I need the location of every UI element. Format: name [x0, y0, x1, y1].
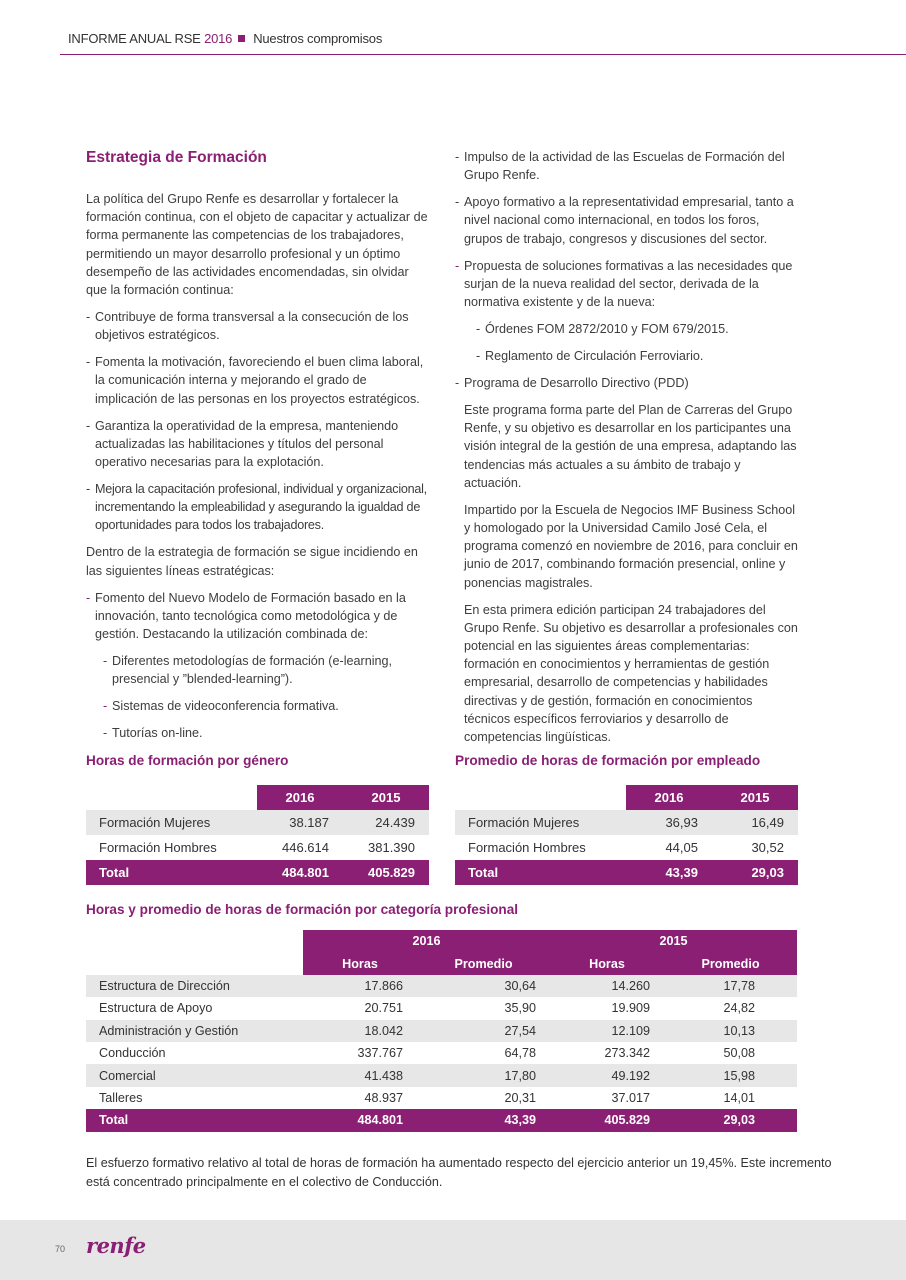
table-row: Formación Hombres 446.614 381.390 [99, 840, 415, 855]
total-row: Total 484.801 43,39 405.829 29,03 [86, 1109, 797, 1131]
sub-list-item: - Sistemas de videoconferencia formativa. [103, 699, 339, 714]
hours-by-category-table [86, 930, 797, 1132]
total-row: Total 43,39 29,03 [455, 860, 798, 885]
section-title: Estrategia de Formación [86, 149, 267, 166]
list-item: - Garantiza la operatividad de la empresa, manteniendo actualizadas las habilitaciones y títulos del personal operativo necesarias para la explotación. [86, 418, 399, 470]
page-footer [0, 1220, 906, 1280]
year-header: 2016 [303, 930, 550, 952]
list-item: - Contribuye de forma transversal a la consecución de los objetivos estratégicos. [86, 310, 409, 343]
header-rule [60, 54, 906, 55]
running-header [68, 31, 906, 46]
sub-list-item: - Tutorías on-line. [103, 726, 203, 741]
list-item: - Fomento del Nuevo Modelo de Formación basado en la innovación, tanto tecnológica como metodológica y de gestión. Destacando la utilización combinada de: [86, 590, 406, 642]
col-header: Promedio [417, 952, 550, 974]
list-item: - Programa de Desarrollo Directivo (PDD) [455, 376, 689, 391]
sub-list-item: - Diferentes metodologías de formación (e-learning, presencial y ”blended-learning”). [103, 654, 393, 687]
average-hours-table [455, 785, 798, 885]
col-header: Horas [550, 952, 664, 974]
square-bullet-icon [238, 35, 245, 42]
pdd-paragraph: En esta primera edición participan 24 trabajadores del Grupo Renfe. Su objetivo es desarrollar a profesionales con potencial en las siguientes áreas complementarias: formación en conocimientos y herramientas de gestión empresarial, desarrollo de competencias y habilidades directivas y de gestión, formación en conocimientos técnicos específicos ferroviarios y desarrollo de competencias lingüísticas. [464, 602, 798, 745]
table-row: Formación Mujeres 38.187 24.439 [86, 810, 429, 835]
table-row: Talleres 48.937 20,31 37.017 14,01 [99, 1090, 755, 1105]
lines-intro: Dentro de la estrategia de formación se sigue incidiendo en las siguientes líneas estratégicas: [86, 545, 418, 578]
right-column [455, 148, 801, 755]
col-header: Promedio [664, 952, 797, 974]
table-row: Formación Mujeres 36,93 16,49 [455, 810, 798, 835]
hours-by-gender-table [86, 785, 429, 885]
left-column [86, 148, 432, 751]
intro-paragraph: La política del Grupo Renfe es desarrollar y fortalecer la formación continua, con el objeto de capacitar y actualizar de forma permanente las competencias de los trabajadores, permitiendo un mayor desarrollo profesional y un óptimo desempeño de las actividades encomendadas, sin olvidar que la formación continua: [86, 192, 428, 298]
list-item: - Mejora la capacitación profesional, individual y organizacional, incrementando la empleabilidad y asegurando la igualdad de oportunidades para todos los trabajadores. [86, 482, 427, 533]
col-header: Horas [303, 952, 417, 974]
table-row: Administración y Gestión 18.042 27,54 12.109 10,13 [86, 1020, 797, 1042]
list-item: - Impulso de la actividad de las Escuelas de Formación del Grupo Renfe. [455, 150, 785, 183]
col-header: 2016 [626, 785, 712, 810]
renfe-logo: renfe [86, 1233, 146, 1258]
table-title-category: Horas y promedio de horas de formación por categoría profesional [86, 902, 519, 917]
report-year: 2016 [204, 31, 233, 46]
report-title: INFORME ANUAL RSE [68, 31, 201, 46]
list-item: - Propuesta de soluciones formativas a las necesidades que surjan de la nueva realidad del sector, derivada de la normativa existente y de la nueva: [455, 258, 793, 310]
table-row: Estructura de Dirección 17.866 30,64 14.260 17,78 [86, 975, 797, 997]
closing-note: El esfuerzo formativo relativo al total de horas de formación ha aumentado respecto del ejercicio anterior un 19,45%. Este incremento está concentrado principalmente en el colectivo de Conducción. [86, 1156, 832, 1189]
list-item: - Apoyo formativo a la representatividad empresarial, tanto a nivel nacional como internacional, en todos los foros, grupos de trabajo, congresos y discusiones del sector. [455, 195, 794, 246]
pdd-paragraph: Este programa forma parte del Plan de Carreras del Grupo Renfe, y su objetivo es desarrollar en los participantes una visión integral de la gestión de una empresa, adaptando las tendencias más actuales a su ámbito de trabajo y actuación. [464, 403, 797, 490]
year-header: 2015 [550, 930, 797, 952]
col-header: 2015 [712, 785, 798, 810]
total-row: Total 484.801 405.829 [86, 860, 429, 885]
table-title-gender: Horas de formación por género [86, 753, 289, 768]
page-number: 70 [55, 1244, 66, 1254]
sub-list-item: - Reglamento de Circulación Ferroviario. [476, 349, 704, 364]
col-header: 2015 [343, 785, 429, 810]
table-row: Estructura de Apoyo 20.751 35,90 19.909 24,82 [99, 1001, 755, 1016]
pdd-paragraph: Impartido por la Escuela de Negocios IMF Business School y homologado por la Universidad Camilo José Cela, el programa comenzó en noviembre de 2016, para concluir en junio de 2017, combinando formación presencial, online y ponencias magistrales. [464, 502, 798, 590]
col-header: 2016 [257, 785, 343, 810]
section-name: Nuestros compromisos [253, 31, 383, 46]
sub-list-item: - Órdenes FOM 2872/2010 y FOM 679/2015. [476, 322, 729, 337]
table-title-average: Promedio de horas de formación por empleado [455, 753, 761, 768]
table-row: Formación Hombres 44,05 30,52 [468, 840, 784, 855]
table-row: Comercial 41.438 17,80 49.192 15,98 [86, 1064, 797, 1086]
table-row: Conducción 337.767 64,78 273.342 50,08 [99, 1046, 755, 1061]
list-item: - Fomenta la motivación, favoreciendo el buen clima laboral, la comunicación interna y mejorando el grado de implicación de las personas en los proyectos estratégicos. [86, 355, 424, 406]
